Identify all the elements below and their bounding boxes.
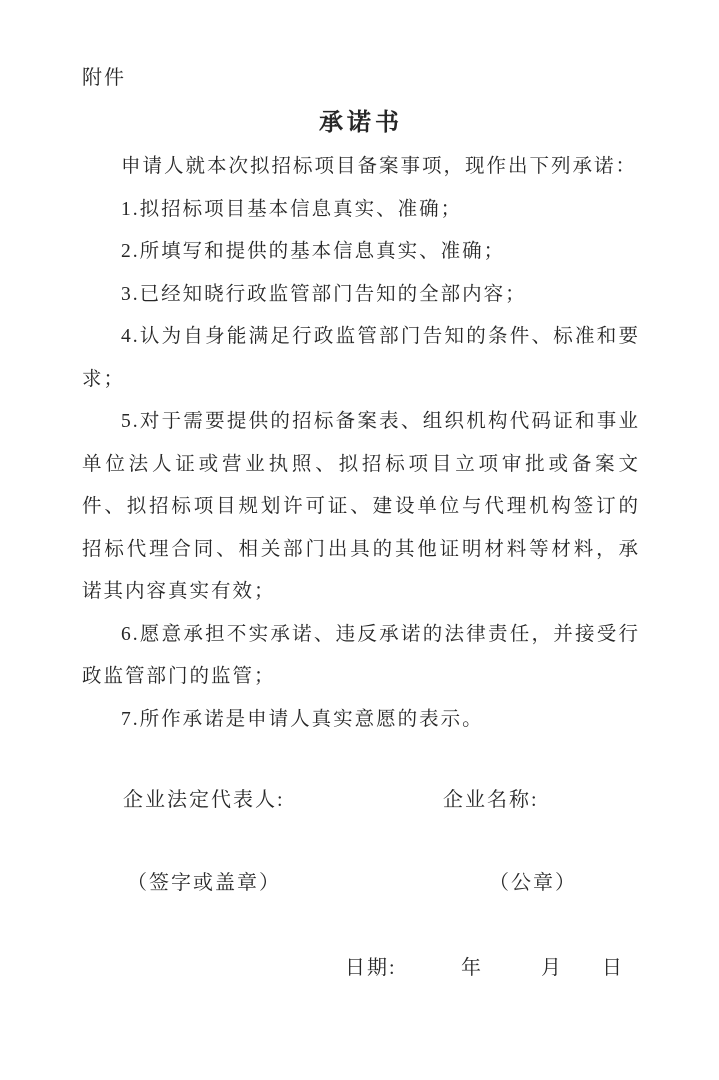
- commitment-item-4: 4.认为自身能满足行政监管部门告知的条件、标准和要求；: [82, 326, 640, 390]
- attachment-label: 附件: [82, 67, 126, 89]
- commitment-item-3: 3.已经知晓行政监管部门告知的全部内容；: [121, 283, 527, 305]
- date-label: 日期:: [345, 957, 397, 979]
- commitment-item-1: 1.拟招标项目基本信息真实、准确；: [121, 198, 463, 220]
- intro-paragraph: 申请人就本次拟招标项目备案事项，现作出下列承诺：: [121, 156, 638, 177]
- official-seal-label: （公章）: [489, 872, 577, 894]
- legal-representative-label: 企业法定代表人:: [123, 789, 285, 811]
- commitment-item-6: 6.愿意承担不实承诺、违反承诺的法律责任，并接受行政监管部门的监管；: [82, 623, 640, 687]
- commitment-body: [82, 146, 640, 741]
- commitment-item-5: 5.对于需要提供的招标备案表、组织机构代码证和事业单位法人证或营业执照、拟招标项目立项审批或备案文件、拟招标项目规划许可证、建设单位与代理机构签订的招标代理合同、相关部门出具的其他证明材料等材料，承诺其内容真实有效；: [82, 411, 640, 602]
- commitment-item-7: 7.所作承诺是申请人真实意愿的表示。: [121, 708, 484, 730]
- date-day-label: 日: [602, 957, 624, 979]
- date-month-label: 月: [541, 957, 563, 979]
- page-title: 承诺书: [319, 110, 403, 136]
- date-year-label: 年: [461, 957, 483, 979]
- commitment-item-2: 2.所填写和提供的基本信息真实、准确；: [121, 241, 506, 262]
- sign-or-seal-label: （签字或盖章）: [127, 872, 281, 894]
- company-name-label: 企业名称:: [443, 789, 539, 811]
